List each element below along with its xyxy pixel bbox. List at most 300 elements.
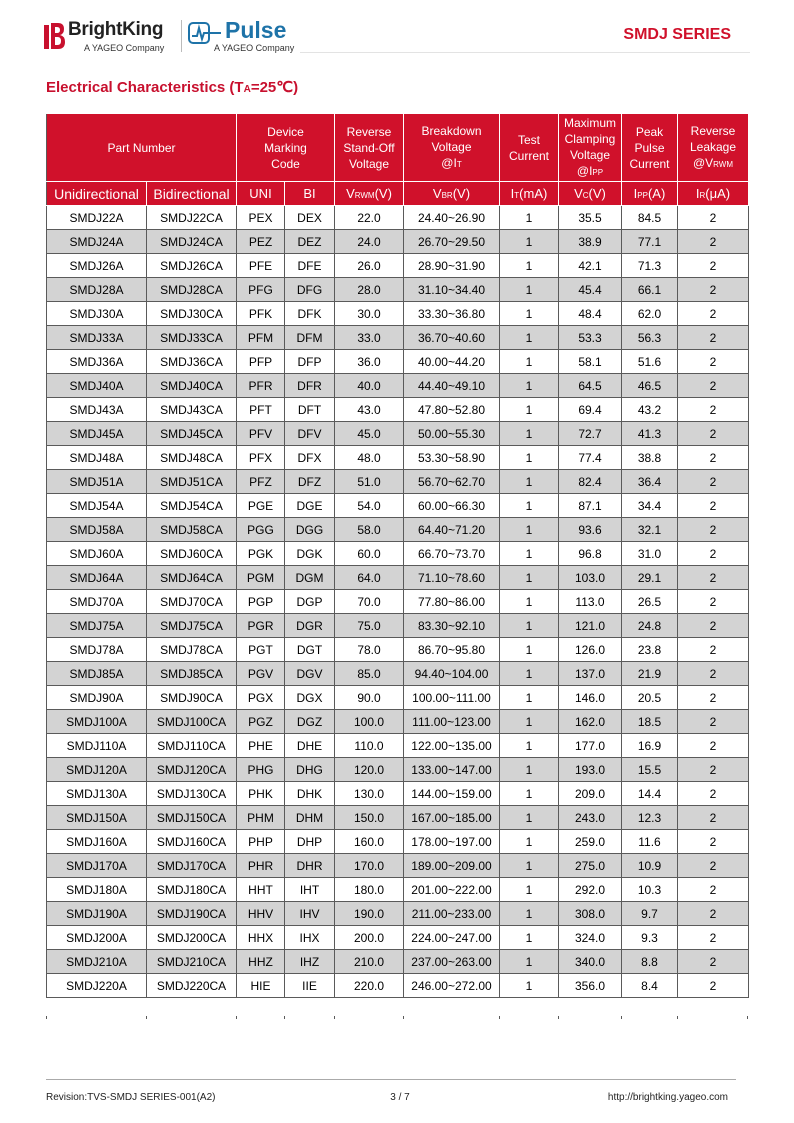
- cell-vbr: 167.00~185.00: [404, 806, 500, 830]
- cell-bi-mark: IHT: [285, 878, 335, 902]
- cell-vc: 58.1: [559, 350, 622, 374]
- cell-ipp: 9.7: [622, 902, 678, 926]
- cell-vc: 96.8: [559, 542, 622, 566]
- cell-vbr: 77.80~86.00: [404, 590, 500, 614]
- cell-vc: 53.3: [559, 326, 622, 350]
- cell-vbr: 144.00~159.00: [404, 782, 500, 806]
- cell-it: 1: [500, 278, 559, 302]
- cell-ipp: 8.4: [622, 974, 678, 998]
- cell-ipp: 66.1: [622, 278, 678, 302]
- cell-it: 1: [500, 470, 559, 494]
- cell-ir: 2: [678, 662, 749, 686]
- header-reverse-leakage: Reverse Leakage @VRWM: [678, 114, 749, 182]
- cell-ir: 2: [678, 854, 749, 878]
- cell-ir: 2: [678, 806, 749, 830]
- cell-uni-part: SMDJ190A: [47, 902, 147, 926]
- cell-uni-mark: PGE: [237, 494, 285, 518]
- cell-vbr: 36.70~40.60: [404, 326, 500, 350]
- cell-bi-part: SMDJ51CA: [147, 470, 237, 494]
- table-row: [47, 302, 749, 326]
- cell-uni-mark: PFE: [237, 254, 285, 278]
- cell-vrwm: 190.0: [335, 902, 404, 926]
- cell-vc: 193.0: [559, 758, 622, 782]
- cell-bi-part: SMDJ120CA: [147, 758, 237, 782]
- cell-ipp: 16.9: [622, 734, 678, 758]
- cell-vc: 126.0: [559, 638, 622, 662]
- cell-vbr: 111.00~123.00: [404, 710, 500, 734]
- cell-vrwm: 90.0: [335, 686, 404, 710]
- cell-uni-mark: PGV: [237, 662, 285, 686]
- cell-uni-part: SMDJ78A: [47, 638, 147, 662]
- cell-bi-part: SMDJ28CA: [147, 278, 237, 302]
- cell-vrwm: 64.0: [335, 566, 404, 590]
- cell-uni-part: SMDJ36A: [47, 350, 147, 374]
- table-row: [47, 902, 749, 926]
- header-unidirectional: Unidirectional: [47, 182, 147, 206]
- table-row: [47, 686, 749, 710]
- section-title: [46, 78, 298, 96]
- cell-it: 1: [500, 614, 559, 638]
- cell-vbr: 71.10~78.60: [404, 566, 500, 590]
- cell-bi-part: SMDJ160CA: [147, 830, 237, 854]
- cell-uni-mark: HIE: [237, 974, 285, 998]
- cell-it: 1: [500, 710, 559, 734]
- cell-bi-mark: DFR: [285, 374, 335, 398]
- cell-it: 1: [500, 350, 559, 374]
- cell-vbr: 56.70~62.70: [404, 470, 500, 494]
- header-peak-pulse-current: Peak Pulse Current: [622, 114, 678, 182]
- cell-bi-mark: DFK: [285, 302, 335, 326]
- cell-vbr: 44.40~49.10: [404, 374, 500, 398]
- cell-it: 1: [500, 926, 559, 950]
- cell-ipp: 51.6: [622, 350, 678, 374]
- cell-ipp: 32.1: [622, 518, 678, 542]
- cell-ipp: 11.6: [622, 830, 678, 854]
- cell-ir: 2: [678, 230, 749, 254]
- cell-bi-part: SMDJ200CA: [147, 926, 237, 950]
- cell-uni-part: SMDJ28A: [47, 278, 147, 302]
- cell-bi-part: SMDJ85CA: [147, 662, 237, 686]
- table-row: [47, 638, 749, 662]
- cell-ir: 2: [678, 950, 749, 974]
- cell-ir: 2: [678, 758, 749, 782]
- cell-ir: 2: [678, 638, 749, 662]
- cell-vc: 35.5: [559, 206, 622, 230]
- cell-bi-mark: DGM: [285, 566, 335, 590]
- cell-ipp: 23.8: [622, 638, 678, 662]
- cell-vrwm: 22.0: [335, 206, 404, 230]
- cell-vbr: 178.00~197.00: [404, 830, 500, 854]
- cell-ir: 2: [678, 302, 749, 326]
- cell-ir: 2: [678, 494, 749, 518]
- cell-it: 1: [500, 638, 559, 662]
- table-row: [47, 590, 749, 614]
- cell-vrwm: 160.0: [335, 830, 404, 854]
- cell-vc: 243.0: [559, 806, 622, 830]
- section-title-subscript: A: [243, 84, 251, 95]
- cell-it: 1: [500, 782, 559, 806]
- cell-uni-mark: PHK: [237, 782, 285, 806]
- cell-vbr: 47.80~52.80: [404, 398, 500, 422]
- cell-vc: 275.0: [559, 854, 622, 878]
- cell-ir: 2: [678, 926, 749, 950]
- header-reverse-standoff-voltage: Reverse Stand-Off Voltage: [335, 114, 404, 182]
- table-row: [47, 494, 749, 518]
- cell-ipp: 38.8: [622, 446, 678, 470]
- cell-it: 1: [500, 230, 559, 254]
- cell-uni-part: SMDJ60A: [47, 542, 147, 566]
- cell-uni-mark: PHP: [237, 830, 285, 854]
- cell-vc: 42.1: [559, 254, 622, 278]
- cell-vrwm: 30.0: [335, 302, 404, 326]
- cell-bi-mark: IHZ: [285, 950, 335, 974]
- table-row: [47, 854, 749, 878]
- table-row: [47, 926, 749, 950]
- cell-vbr: 40.00~44.20: [404, 350, 500, 374]
- cell-uni-mark: PEX: [237, 206, 285, 230]
- cell-it: 1: [500, 950, 559, 974]
- cell-vrwm: 75.0: [335, 614, 404, 638]
- cell-ir: 2: [678, 686, 749, 710]
- cell-ipp: 26.5: [622, 590, 678, 614]
- cell-vrwm: 43.0: [335, 398, 404, 422]
- cell-uni-part: SMDJ54A: [47, 494, 147, 518]
- cell-uni-mark: PGT: [237, 638, 285, 662]
- cell-bi-part: SMDJ48CA: [147, 446, 237, 470]
- cell-ir: 2: [678, 470, 749, 494]
- cell-it: 1: [500, 662, 559, 686]
- cell-bi-part: SMDJ110CA: [147, 734, 237, 758]
- cell-vc: 162.0: [559, 710, 622, 734]
- cell-bi-part: SMDJ78CA: [147, 638, 237, 662]
- cell-uni-mark: PHE: [237, 734, 285, 758]
- cell-it: 1: [500, 422, 559, 446]
- cell-vbr: 31.10~34.40: [404, 278, 500, 302]
- cell-ipp: 43.2: [622, 398, 678, 422]
- cell-uni-part: SMDJ85A: [47, 662, 147, 686]
- cell-uni-part: SMDJ45A: [47, 422, 147, 446]
- cell-bi-mark: DFM: [285, 326, 335, 350]
- table-tail: [46, 1016, 748, 1019]
- cell-uni-part: SMDJ120A: [47, 758, 147, 782]
- header-bi: BI: [285, 182, 335, 206]
- table-row: [47, 542, 749, 566]
- cell-vc: 177.0: [559, 734, 622, 758]
- cell-vbr: 33.30~36.80: [404, 302, 500, 326]
- cell-bi-mark: DHM: [285, 806, 335, 830]
- cell-ir: 2: [678, 206, 749, 230]
- cell-vrwm: 170.0: [335, 854, 404, 878]
- cell-bi-part: SMDJ220CA: [147, 974, 237, 998]
- cell-uni-mark: HHX: [237, 926, 285, 950]
- cell-ipp: 21.9: [622, 662, 678, 686]
- cell-uni-part: SMDJ220A: [47, 974, 147, 998]
- cell-vrwm: 110.0: [335, 734, 404, 758]
- cell-vbr: 201.00~222.00: [404, 878, 500, 902]
- cell-bi-mark: DFP: [285, 350, 335, 374]
- cell-it: 1: [500, 326, 559, 350]
- cell-vrwm: 28.0: [335, 278, 404, 302]
- cell-uni-part: SMDJ30A: [47, 302, 147, 326]
- table-row: [47, 974, 749, 998]
- cell-uni-part: SMDJ130A: [47, 782, 147, 806]
- cell-uni-mark: PGP: [237, 590, 285, 614]
- header-rule: [300, 52, 750, 53]
- cell-vbr: 28.90~31.90: [404, 254, 500, 278]
- header-test-current: Test Current: [500, 114, 559, 182]
- header-vbr: VBR(V): [404, 182, 500, 206]
- cell-vc: 121.0: [559, 614, 622, 638]
- cell-vrwm: 54.0: [335, 494, 404, 518]
- cell-uni-part: SMDJ200A: [47, 926, 147, 950]
- cell-bi-part: SMDJ90CA: [147, 686, 237, 710]
- cell-it: 1: [500, 590, 559, 614]
- cell-bi-mark: IIE: [285, 974, 335, 998]
- cell-it: 1: [500, 398, 559, 422]
- cell-ir: 2: [678, 398, 749, 422]
- cell-bi-part: SMDJ170CA: [147, 854, 237, 878]
- cell-ipp: 31.0: [622, 542, 678, 566]
- cell-bi-part: SMDJ190CA: [147, 902, 237, 926]
- cell-vbr: 86.70~95.80: [404, 638, 500, 662]
- cell-uni-part: SMDJ48A: [47, 446, 147, 470]
- cell-uni-mark: PGR: [237, 614, 285, 638]
- cell-vrwm: 120.0: [335, 758, 404, 782]
- cell-ir: 2: [678, 734, 749, 758]
- cell-it: 1: [500, 518, 559, 542]
- cell-bi-mark: DHE: [285, 734, 335, 758]
- cell-ipp: 77.1: [622, 230, 678, 254]
- table-row: [47, 326, 749, 350]
- cell-bi-part: SMDJ30CA: [147, 302, 237, 326]
- header-row-groups: [47, 114, 749, 182]
- cell-vbr: 66.70~73.70: [404, 542, 500, 566]
- table-row: [47, 446, 749, 470]
- cell-bi-mark: DGX: [285, 686, 335, 710]
- table-row: [47, 398, 749, 422]
- cell-uni-part: SMDJ75A: [47, 614, 147, 638]
- cell-uni-part: SMDJ150A: [47, 806, 147, 830]
- header-part-number: Part Number: [47, 114, 237, 182]
- cell-it: 1: [500, 542, 559, 566]
- table-row: [47, 806, 749, 830]
- table-row: [47, 950, 749, 974]
- table-row: [47, 518, 749, 542]
- cell-bi-part: SMDJ64CA: [147, 566, 237, 590]
- cell-vbr: 122.00~135.00: [404, 734, 500, 758]
- header-vc: VC(V): [559, 182, 622, 206]
- cell-bi-mark: DFZ: [285, 470, 335, 494]
- cell-vc: 259.0: [559, 830, 622, 854]
- cell-vbr: 24.40~26.90: [404, 206, 500, 230]
- brightking-tagline: A YAGEO Company: [84, 43, 165, 53]
- cell-vbr: 189.00~209.00: [404, 854, 500, 878]
- cell-bi-mark: DFT: [285, 398, 335, 422]
- cell-bi-mark: DGG: [285, 518, 335, 542]
- cell-vbr: 53.30~58.90: [404, 446, 500, 470]
- cell-ipp: 24.8: [622, 614, 678, 638]
- cell-bi-mark: DFG: [285, 278, 335, 302]
- cell-vc: 103.0: [559, 566, 622, 590]
- cell-bi-mark: DFE: [285, 254, 335, 278]
- cell-ir: 2: [678, 566, 749, 590]
- cell-ipp: 84.5: [622, 206, 678, 230]
- cell-uni-mark: PFK: [237, 302, 285, 326]
- cell-vc: 356.0: [559, 974, 622, 998]
- cell-vbr: 50.00~55.30: [404, 422, 500, 446]
- pulse-mark-icon: [188, 22, 222, 44]
- cell-ipp: 10.3: [622, 878, 678, 902]
- cell-bi-mark: DFV: [285, 422, 335, 446]
- section-title-prefix: Electrical Characteristics (T: [46, 79, 244, 96]
- cell-uni-mark: PFZ: [237, 470, 285, 494]
- logo-divider: [181, 20, 182, 52]
- cell-bi-part: SMDJ58CA: [147, 518, 237, 542]
- cell-vbr: 26.70~29.50: [404, 230, 500, 254]
- cell-it: 1: [500, 854, 559, 878]
- cell-ir: 2: [678, 614, 749, 638]
- cell-vrwm: 100.0: [335, 710, 404, 734]
- cell-uni-part: SMDJ24A: [47, 230, 147, 254]
- cell-uni-mark: HHT: [237, 878, 285, 902]
- cell-uni-mark: PGK: [237, 542, 285, 566]
- cell-bi-part: SMDJ33CA: [147, 326, 237, 350]
- cell-vrwm: 24.0: [335, 230, 404, 254]
- footer-page-number: 3 / 7: [390, 1092, 410, 1103]
- cell-bi-part: SMDJ75CA: [147, 614, 237, 638]
- cell-vrwm: 60.0: [335, 542, 404, 566]
- cell-bi-part: SMDJ36CA: [147, 350, 237, 374]
- footer-url: http://brightking.yageo.com: [607, 1092, 728, 1103]
- cell-ipp: 41.3: [622, 422, 678, 446]
- cell-bi-mark: DGV: [285, 662, 335, 686]
- table-row: [47, 374, 749, 398]
- table-row: [47, 470, 749, 494]
- cell-uni-mark: PGX: [237, 686, 285, 710]
- cell-bi-part: SMDJ180CA: [147, 878, 237, 902]
- cell-vc: 324.0: [559, 926, 622, 950]
- cell-bi-mark: DGE: [285, 494, 335, 518]
- cell-uni-mark: PGG: [237, 518, 285, 542]
- cell-bi-mark: DEZ: [285, 230, 335, 254]
- header-it: IT(mA): [500, 182, 559, 206]
- cell-uni-part: SMDJ51A: [47, 470, 147, 494]
- cell-ipp: 10.9: [622, 854, 678, 878]
- cell-ipp: 56.3: [622, 326, 678, 350]
- cell-vc: 292.0: [559, 878, 622, 902]
- cell-uni-mark: PHM: [237, 806, 285, 830]
- cell-uni-mark: PHG: [237, 758, 285, 782]
- cell-uni-mark: PFG: [237, 278, 285, 302]
- cell-ir: 2: [678, 542, 749, 566]
- cell-vrwm: 36.0: [335, 350, 404, 374]
- cell-bi-mark: IHV: [285, 902, 335, 926]
- cell-ir: 2: [678, 878, 749, 902]
- cell-uni-mark: PFV: [237, 422, 285, 446]
- table-row: [47, 830, 749, 854]
- cell-uni-part: SMDJ100A: [47, 710, 147, 734]
- cell-vc: 146.0: [559, 686, 622, 710]
- cell-ir: 2: [678, 518, 749, 542]
- cell-bi-part: SMDJ45CA: [147, 422, 237, 446]
- cell-vrwm: 180.0: [335, 878, 404, 902]
- cell-bi-mark: DGZ: [285, 710, 335, 734]
- cell-bi-part: SMDJ210CA: [147, 950, 237, 974]
- cell-it: 1: [500, 302, 559, 326]
- table-row: [47, 566, 749, 590]
- cell-uni-part: SMDJ180A: [47, 878, 147, 902]
- table-row: [47, 230, 749, 254]
- cell-bi-part: SMDJ40CA: [147, 374, 237, 398]
- cell-ir: 2: [678, 974, 749, 998]
- cell-ipp: 29.1: [622, 566, 678, 590]
- cell-ipp: 36.4: [622, 470, 678, 494]
- cell-vc: 87.1: [559, 494, 622, 518]
- cell-ipp: 62.0: [622, 302, 678, 326]
- table-row: [47, 734, 749, 758]
- pulse-name: Pulse: [225, 17, 287, 43]
- cell-vrwm: 70.0: [335, 590, 404, 614]
- table-body: [47, 206, 749, 998]
- cell-ir: 2: [678, 326, 749, 350]
- cell-bi-part: SMDJ130CA: [147, 782, 237, 806]
- cell-uni-mark: PFX: [237, 446, 285, 470]
- header-ipp: IPP(A): [622, 182, 678, 206]
- cell-ipp: 8.8: [622, 950, 678, 974]
- cell-uni-mark: PFM: [237, 326, 285, 350]
- cell-bi-mark: DHR: [285, 854, 335, 878]
- cell-vbr: 237.00~263.00: [404, 950, 500, 974]
- cell-uni-part: SMDJ26A: [47, 254, 147, 278]
- cell-vbr: 60.00~66.30: [404, 494, 500, 518]
- cell-vbr: 94.40~104.00: [404, 662, 500, 686]
- cell-vbr: 211.00~233.00: [404, 902, 500, 926]
- cell-ipp: 34.4: [622, 494, 678, 518]
- cell-ir: 2: [678, 446, 749, 470]
- cell-uni-mark: PFR: [237, 374, 285, 398]
- footer-rule: [46, 1079, 736, 1080]
- cell-vc: 72.7: [559, 422, 622, 446]
- cell-it: 1: [500, 686, 559, 710]
- cell-it: 1: [500, 494, 559, 518]
- table-row: [47, 782, 749, 806]
- cell-vrwm: 33.0: [335, 326, 404, 350]
- table-row: [47, 254, 749, 278]
- table-row: [47, 878, 749, 902]
- cell-vrwm: 48.0: [335, 446, 404, 470]
- cell-bi-mark: DHK: [285, 782, 335, 806]
- cell-ipp: 15.5: [622, 758, 678, 782]
- cell-ir: 2: [678, 278, 749, 302]
- header-device-marking-code: Device Marking Code: [237, 114, 335, 182]
- cell-vrwm: 26.0: [335, 254, 404, 278]
- cell-uni-part: SMDJ40A: [47, 374, 147, 398]
- header-ir: IR(μA): [678, 182, 749, 206]
- cell-uni-mark: PFT: [237, 398, 285, 422]
- cell-vrwm: 220.0: [335, 974, 404, 998]
- cell-ipp: 14.4: [622, 782, 678, 806]
- cell-ir: 2: [678, 782, 749, 806]
- cell-vc: 69.4: [559, 398, 622, 422]
- cell-bi-part: SMDJ70CA: [147, 590, 237, 614]
- cell-vrwm: 85.0: [335, 662, 404, 686]
- cell-bi-part: SMDJ54CA: [147, 494, 237, 518]
- cell-uni-mark: PFP: [237, 350, 285, 374]
- cell-bi-part: SMDJ24CA: [147, 230, 237, 254]
- cell-uni-mark: HHV: [237, 902, 285, 926]
- table-row: [47, 614, 749, 638]
- cell-it: 1: [500, 830, 559, 854]
